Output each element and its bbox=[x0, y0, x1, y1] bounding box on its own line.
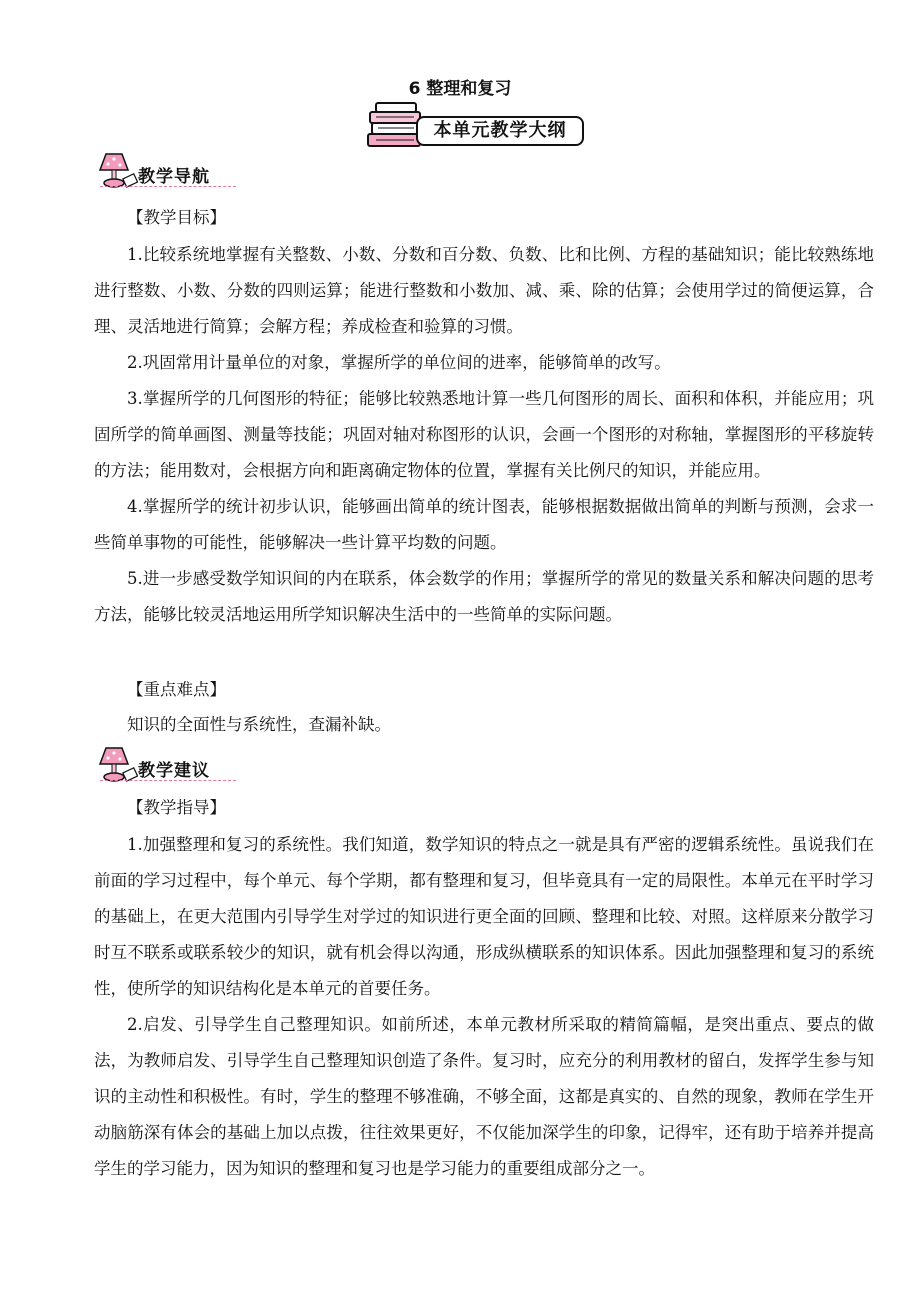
section-heading-label: 教学建议 bbox=[138, 761, 210, 781]
section-heading-label: 教学导航 bbox=[138, 167, 210, 187]
teaching-guidance-body bbox=[94, 827, 874, 1187]
paragraph: 5.进一步感受数学知识间的内在联系，体会数学的作用；掌握所学的常见的数量关系和解决问题的思考方法，能够比较灵活地运用所学知识解决生活中的一些简单的实际问题。 bbox=[94, 569, 874, 624]
key-difficulties-body bbox=[94, 707, 874, 743]
paragraph: 1.加强整理和复习的系统性。我们知道，数学知识的特点之一就是具有严密的逻辑系统性。虽说我们在前面的学习过程中，每个单元、每个学期，都有整理和复习，但毕竟具有一定的局限性。本单元在平时学习的基础上，在更大范围内引导学生对学过的知识进行更全面的回顾、整理和比较、对照。这样原来分散学习时互不联系或联系较少的知识，就有机会得以沟通，形成纵横联系的知识体系。因此加强整理和复习的系统性，使所学的知识结构化是本单元的首要任务。 bbox=[94, 835, 874, 998]
paragraph: 2.巩固常用计量单位的对象，掌握所学的单位间的进率，能够简单的改写。 bbox=[127, 353, 671, 372]
paragraph: 3.掌握所学的几何图形的特征；能够比较熟悉地计算一些几何图形的周长、面积和体积，并能应用；巩固所学的简单画图、测量等技能；巩固对轴对称图形的认识，会画一个图形的对称轴，掌握图形的平移旋转的方法；能用数对，会根据方向和距离确定物体的位置，掌握有关比例尺的知识，并能应用。 bbox=[94, 389, 874, 480]
section-heading-teaching-navigation bbox=[94, 150, 244, 192]
section-heading-underline bbox=[100, 780, 236, 781]
unit-outline-banner bbox=[362, 100, 594, 154]
teaching-goals-body bbox=[94, 237, 874, 633]
paragraph: 2.启发、引导学生自己整理知识。如前所述，本单元教材所采取的精简篇幅，是突出重点、要点的做法，为教师启发、引导学生自己整理知识创造了条件。复习时，应充分的利用教材的留白，发挥学生参与知识的主动性和积极性。有时，学生的整理不够准确，不够全面，这都是真实的、自然的现象，教师在学生开动脑筋深有体会的基础上加以点拨，往往效果更好，不仅能加深学生的印象，记得牢，还有助于培养并提高学生的学习能力，因为知识的整理和复习也是学习能力的重要组成部分之一。 bbox=[94, 1015, 874, 1178]
subheading-teaching-guidance: 【教学指导】 bbox=[127, 798, 226, 817]
paragraph: 1.比较系统地掌握有关整数、小数、分数和百分数、负数、比和比例、方程的基础知识；能比较熟练地进行整数、小数、分数的四则运算；能进行整数和小数加、减、乘、除的估算；会使用学过的简便运算，合理、灵活地进行简算；会解方程；养成检查和验算的习惯。 bbox=[94, 245, 874, 336]
subheading-teaching-goals: 【教学目标】 bbox=[127, 208, 226, 227]
paragraph: 知识的全面性与系统性，查漏补缺。 bbox=[127, 715, 391, 734]
banner-label: 本单元教学大纲 bbox=[416, 116, 584, 146]
section-heading-teaching-suggestions bbox=[94, 744, 244, 786]
section-heading-underline bbox=[100, 186, 236, 187]
document-title: 6 整理和复习 bbox=[408, 79, 512, 99]
paragraph: 4.掌握所学的统计初步认识，能够画出简单的统计图表，能够根据数据做出简单的判断与预测，会求一些简单事物的可能性，能够解决一些计算平均数的问题。 bbox=[94, 497, 874, 552]
subheading-key-difficulties: 【重点难点】 bbox=[127, 680, 226, 699]
